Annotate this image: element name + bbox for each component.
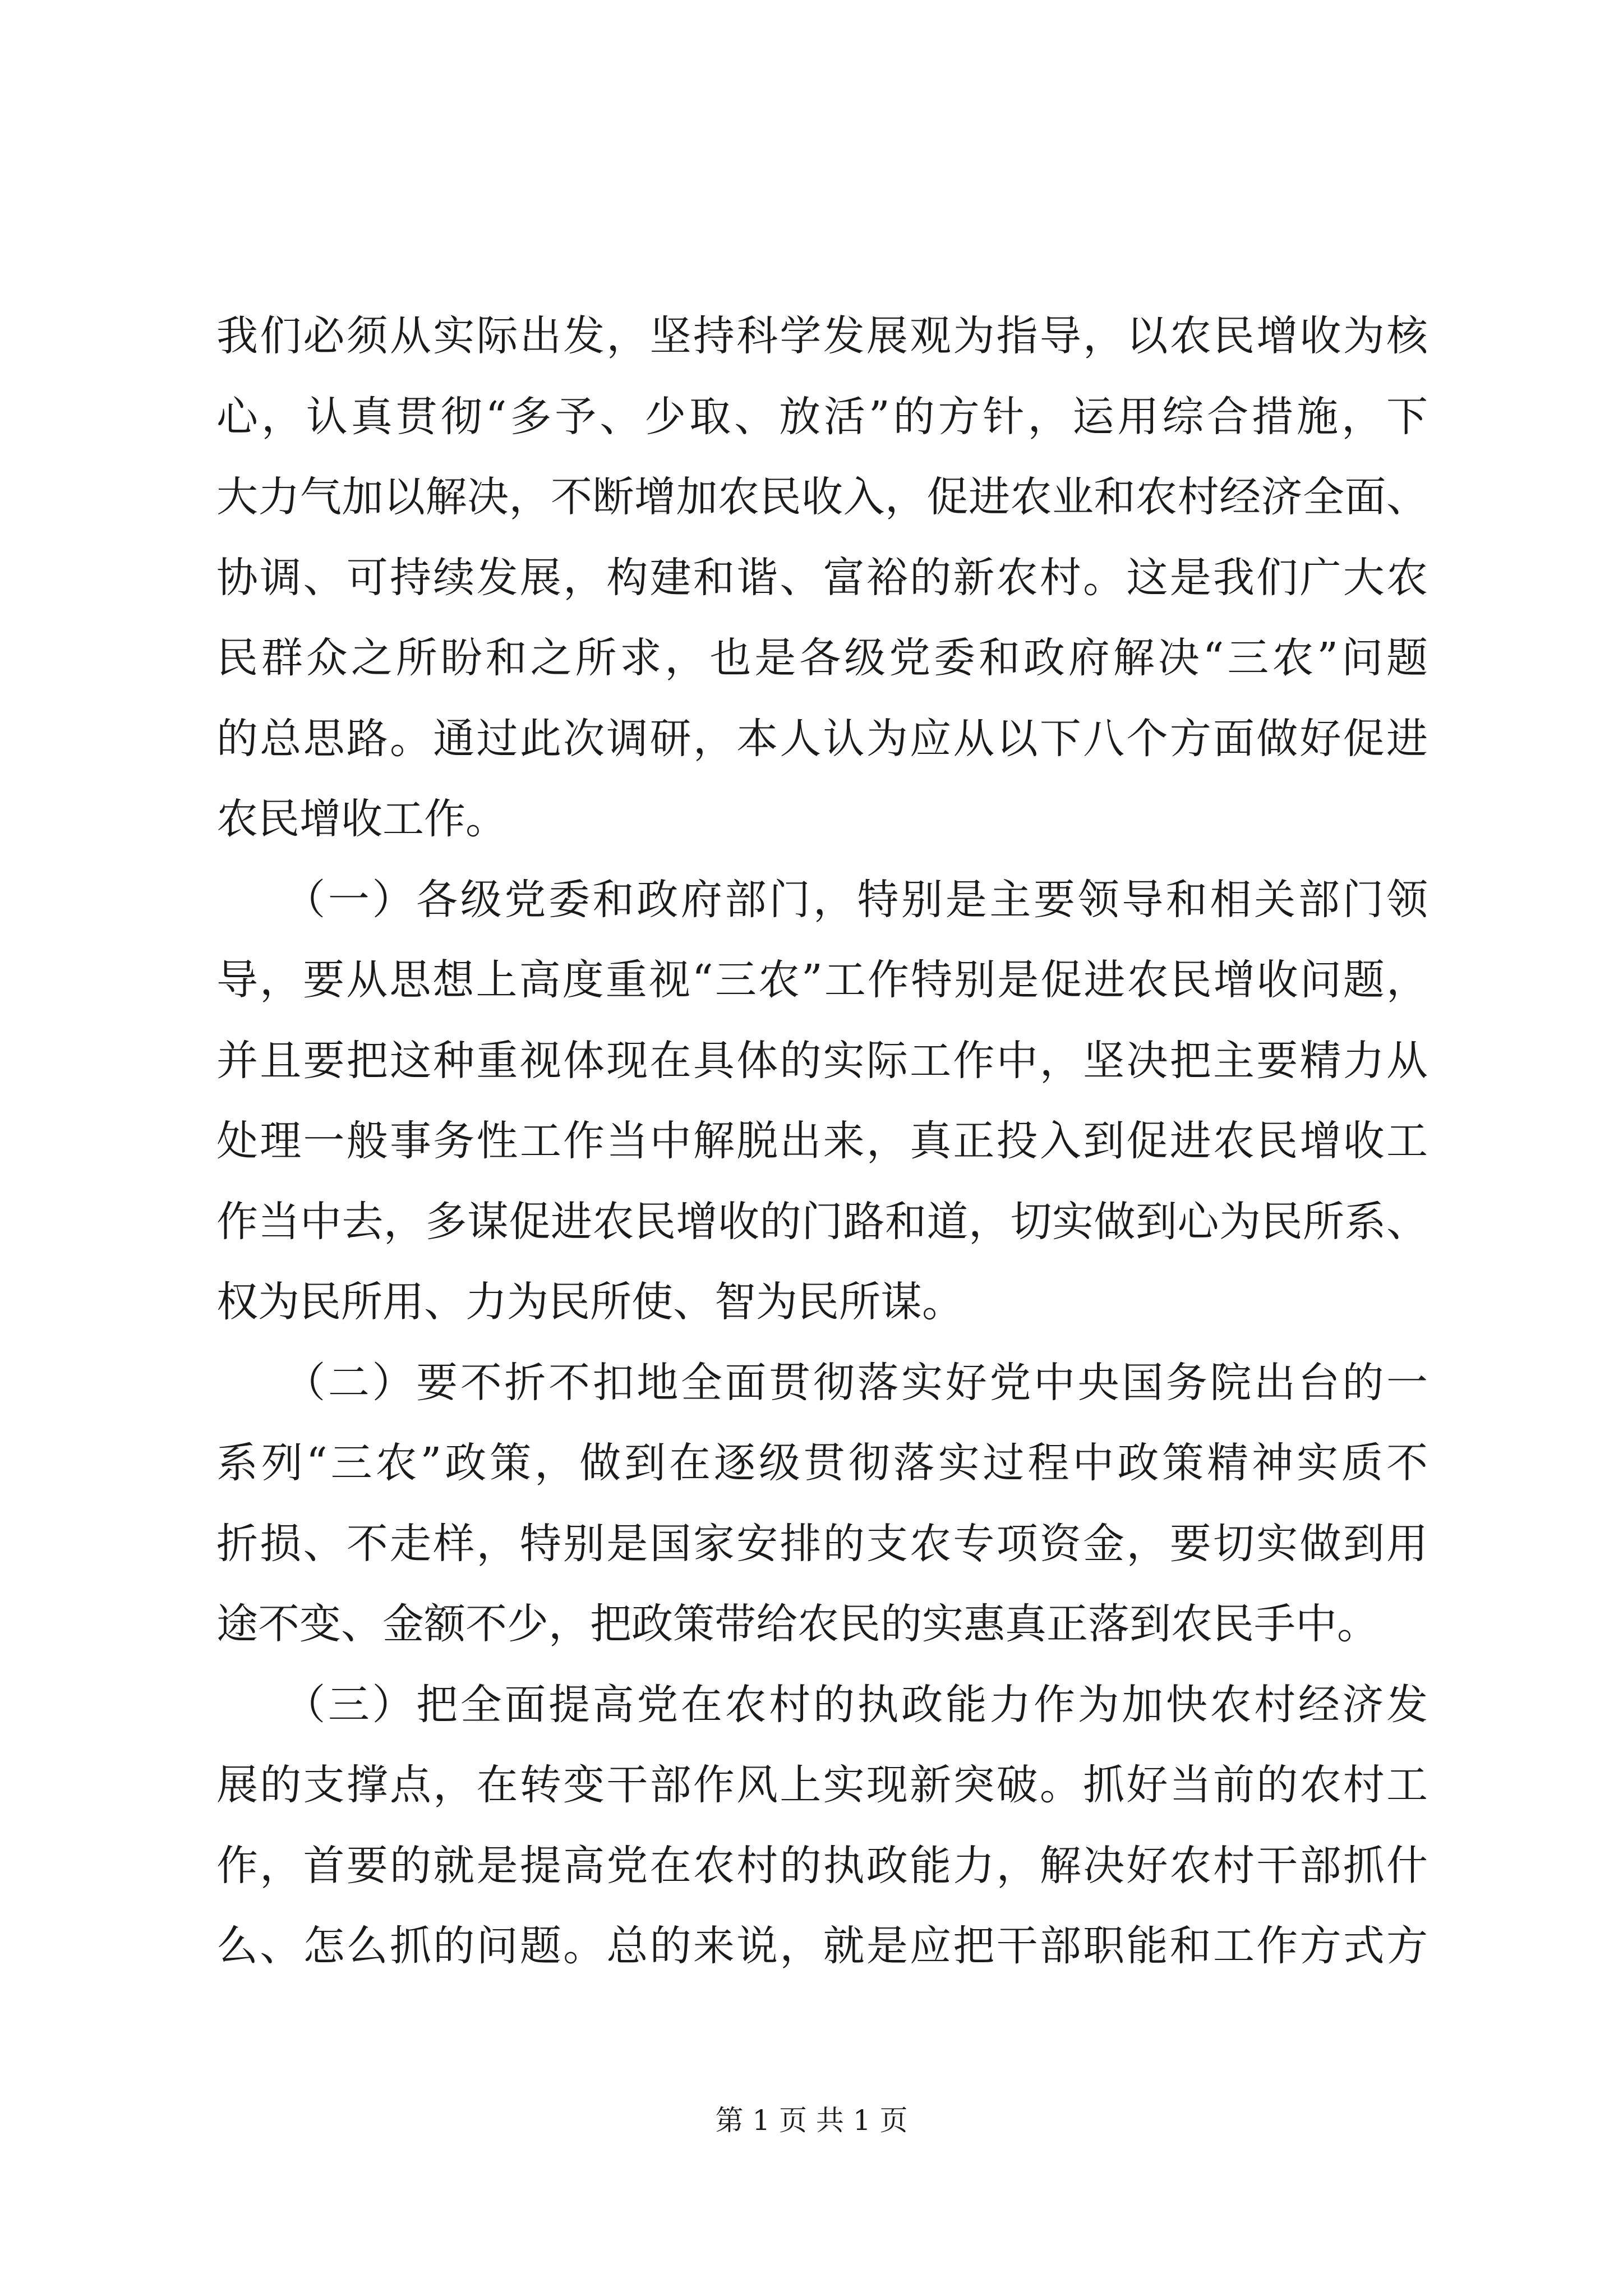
text-line: （三）把全面提高党在农村的执政能力作为加快农村经济发 (216, 1680, 1428, 1729)
text-line: 展的支撑点，在转变干部作风上实现新突破。抓好当前的农村工 (216, 1761, 1428, 1809)
page-footer: 第 1 页 共 1 页 (715, 2104, 908, 2137)
text-line: 心，认真贯彻“多予、少取、放活”的方针，运用综合措施，下 (216, 392, 1428, 441)
text-line: 我们必须从实际出发，坚持科学发展观为指导，以农民增收为核 (216, 312, 1428, 360)
text-line: 系列“三农”政策，做到在逐级贯彻落实过程中政策精神实质不 (216, 1439, 1428, 1487)
text-line: 的总思路。通过此次调研，本人认为应从以下八个方面做好促进 (216, 714, 1428, 763)
text-line: 作，首要的就是提高党在农村的执政能力，解决好农村干部抓什 (216, 1841, 1428, 1890)
body-text (216, 296, 1428, 1987)
text-line: 作当中去，多谋促进农民增收的门路和道，切实做到心为民所系、 (216, 1197, 1428, 1246)
text-line: （一）各级党委和政府部门，特别是主要领导和相关部门领 (216, 875, 1428, 924)
text-line: 并且要把这种重视体现在具体的实际工作中，坚决把主要精力从 (216, 1036, 1428, 1085)
text-line: 大力气加以解决，不断增加农民收入，促进农业和农村经济全面、 (216, 473, 1428, 521)
text-line: 导，要从思想上高度重视“三农”工作特别是促进农民增收问题， (216, 956, 1428, 1004)
text-line: （二）要不折不扣地全面贯彻落实好党中央国务院出台的一 (216, 1358, 1428, 1407)
text-line: 折损、不走样，特别是国家安排的支农专项资金，要切实做到用 (216, 1519, 1428, 1568)
text-line: 农民增收工作。 (216, 795, 507, 843)
text-line: 途不变、金额不少，把政策带给农民的实惠真正落到农民手中。 (216, 1600, 1378, 1648)
text-line: 么、怎么抓的问题。总的来说，就是应把干部职能和工作方式方 (216, 1922, 1428, 1970)
text-line: 处理一般事务性工作当中解脱出来，真正投入到促进农民增收工 (216, 1117, 1428, 1165)
text-line: 权为民所用、力为民所使、智为民所谋。 (216, 1278, 963, 1326)
text-line: 民群众之所盼和之所求，也是各级党委和政府解决“三农”问题 (216, 634, 1428, 682)
text-line: 协调、可持续发展，构建和谐、富裕的新农村。这是我们广大农 (216, 553, 1428, 602)
